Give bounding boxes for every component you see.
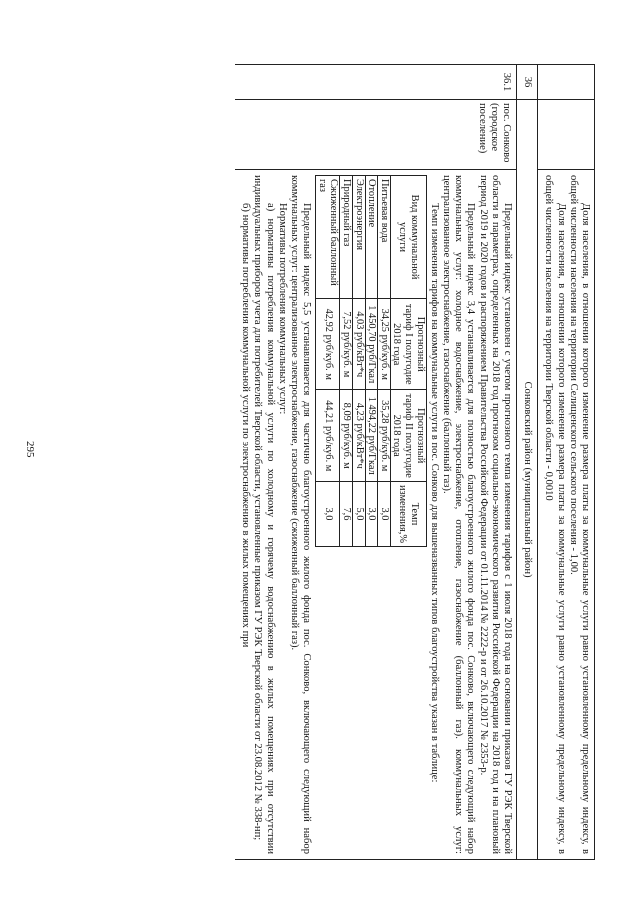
service-name: Питьевая вода bbox=[378, 176, 391, 299]
tariff-h1: 34,25 руб/куб. м bbox=[378, 299, 391, 390]
table-row-intro bbox=[537, 64, 594, 860]
entry-paragraph: Предельный индекс 3,4 устанавливается для полностью благоустроенного жилого фонда пос. Сонково, включающего следующий набор коммунальных услуг: холодное водоснабжение, электроснабжение, отопление, газоснабжение (баллонный газ). коммунальных услуг: централизованное электроснабжение, газоснабжение (баллонный газ). bbox=[440, 175, 477, 854]
tariff-h1: 7,52 руб/куб. м bbox=[340, 299, 353, 390]
row-number-cell bbox=[538, 64, 594, 100]
change-rate: 3,0 bbox=[365, 481, 378, 546]
table-row bbox=[340, 176, 353, 547]
tariff-h2: 44,21 руб/куб. м bbox=[316, 390, 340, 481]
entry-paragraph: Нормативы потребления коммунальных услуг: bbox=[276, 203, 288, 415]
change-rate: 5,0 bbox=[353, 481, 366, 546]
intro-paragraph: Доля населения, в отношении которого изменение размера платы за коммунальные услуги равно установленному предельному индексу, в общей численности населения на территории Тверской области - 0,0010 bbox=[543, 175, 567, 854]
entry-paragraph: а) нормативы потребления коммунальной услуги по холодному и горячему водоснабжению в жилых помещениях при отсутствии индивидуальных приборов учета для потребителей Тверской области, установленные приказом ГУ РЭК Тверской области от 23.08.2012 № 338-нп; bbox=[252, 175, 276, 854]
header-tariff-h1: Прогнозный тариф I полугодие 2018 года bbox=[390, 299, 426, 390]
change-rate: 3,0 bbox=[378, 481, 391, 546]
tariff-h2: 8,09 руб/куб. м bbox=[340, 390, 353, 481]
section-number: 36 bbox=[517, 64, 537, 100]
row-text-cell bbox=[538, 170, 594, 860]
table-row bbox=[316, 176, 340, 547]
service-name: Природный газ bbox=[340, 176, 353, 299]
tariff-h2: 4,23 руб/кВт*ч bbox=[353, 390, 366, 481]
entry-paragraph: б) нормативы потребления коммунальной услуги по электроснабжению в жилых помещениях при bbox=[240, 203, 252, 648]
table-row-entry bbox=[235, 64, 516, 860]
tariff-h2: 1 494,22 руб/Гкал bbox=[365, 390, 378, 481]
tariff-table bbox=[315, 175, 426, 547]
entry-number: 36.1 bbox=[235, 64, 516, 100]
row-name-cell bbox=[538, 100, 594, 170]
entry-text-cell bbox=[235, 170, 516, 860]
entry-name: пос. Сонково (городское поселение) bbox=[235, 100, 516, 170]
tariff-h2: 35,28 руб/куб. м bbox=[378, 390, 391, 481]
service-name: Сжиженный баллонный газ bbox=[316, 176, 340, 299]
entry-paragraph: Предельный индекс установлен с учетом прогнозного темпа изменения тарифов с 1 июля 2018 года на основании приказов ГУ РЭК Тверской области в параметрах, определенных на 2018 год прогнозом социально-экономического развития Российской Федерации на 2018 год и на плановый период 2019 и 2020 годов и распоряжением Правительства Российской Федерации от 01.11.2014 № 2222-р и от 26.10.2017 № 2353-р. bbox=[477, 175, 513, 854]
header-change-rate: Темп изменения,% bbox=[390, 481, 426, 546]
header-service: Вид коммунальной услуги bbox=[390, 176, 426, 299]
tariff-table-header bbox=[390, 176, 426, 547]
tariff-h1: 42,92 руб/куб. м bbox=[316, 299, 340, 390]
section-title: Сонковский район (муниципальный район) bbox=[517, 100, 537, 860]
header-tariff-h2: Прогнозный тариф II полугодие 2018 года bbox=[390, 390, 426, 481]
change-rate: 3,0 bbox=[316, 481, 340, 546]
table-row bbox=[353, 176, 366, 547]
table-row-section bbox=[516, 64, 537, 860]
document-table bbox=[235, 64, 595, 860]
entry-paragraph: Предельный индекс 5,5 устанавливается для частично благоустроенного жилого фонда пос. Сонково, включающего следующий набор коммунальных услуг: централизованное электроснабжение, газоснабжение (сжиженный баллонный газ). bbox=[289, 175, 313, 854]
change-rate: 7,6 bbox=[340, 481, 353, 546]
service-name: Электроэнергия bbox=[353, 176, 366, 299]
entry-paragraph: Темп изменения тарифов на коммунальные услуги в пос. Сонково для вышеназванных типов благоустройства указан в таблице: bbox=[428, 203, 440, 783]
intro-paragraph: Доля населения, в отношении которого изменение размера платы за коммунальные услуги равно установленному предельному индексу, в общей численности населения на территории Селищенского сельского поселения - 1,00. bbox=[567, 175, 591, 854]
rotated-page-content bbox=[85, 64, 595, 860]
table-row bbox=[378, 176, 391, 547]
tariff-h1: 4,03 руб/кВт*ч bbox=[353, 299, 366, 390]
page-number: 295 bbox=[24, 441, 36, 458]
tariff-h1: 1 450,70 руб/Гкал bbox=[365, 299, 378, 390]
table-row bbox=[365, 176, 378, 547]
service-name: Отопление bbox=[365, 176, 378, 299]
